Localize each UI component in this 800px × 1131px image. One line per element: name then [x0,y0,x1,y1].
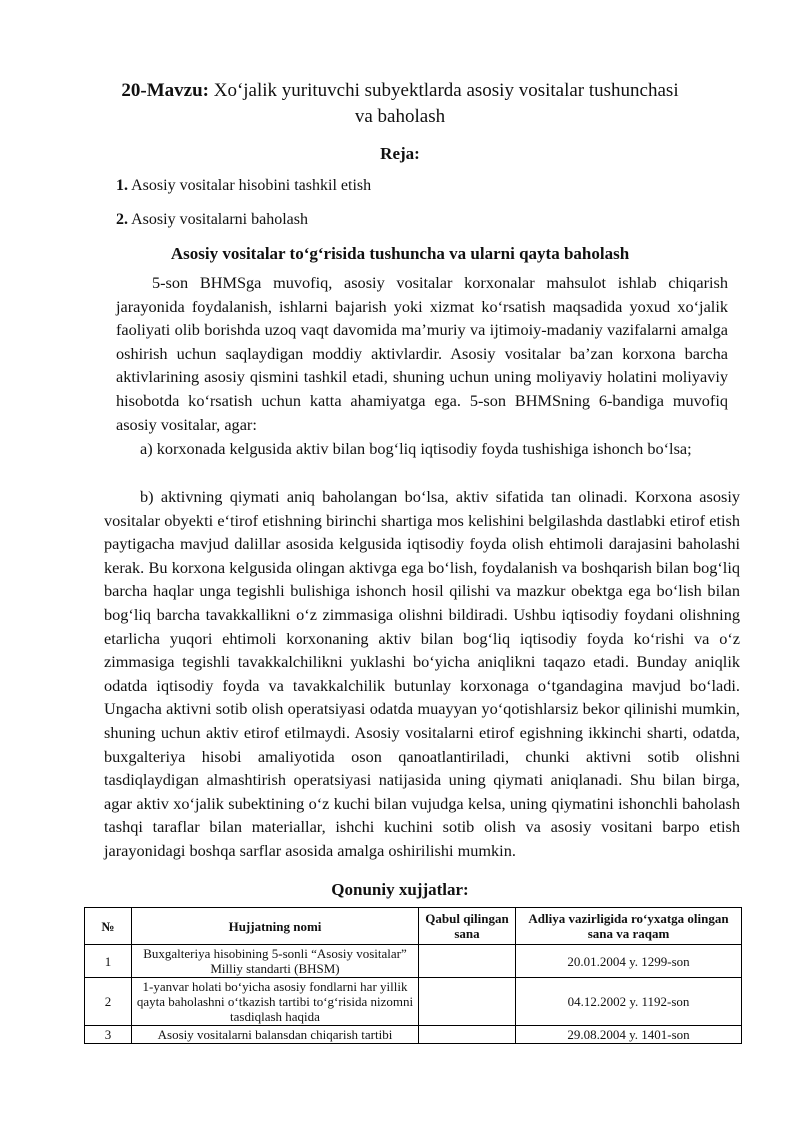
cell-registered: 04.12.2002 y. 1192-son [516,978,742,1026]
plan-item-number: 1. [116,177,128,194]
page-title [120,78,680,130]
cell-number: 1 [85,945,132,978]
laws-heading: Qonuniy xujjatlar: [331,880,469,899]
body-paragraph: a) korxonada kelgusida aktiv bilan bogʻliq iqtisodiy foyda tushishiga ishonch boʻlsa; [140,439,692,458]
column-header-number: № [85,908,132,945]
cell-name: Buxgalteriya hisobining 5-sonli “Asosiy vositalar” Milliy standarti (BHSM) [132,945,419,978]
plan-item-text: Asosiy vositalarni baholash [131,211,308,228]
column-header-name: Hujjatning nomi [132,908,419,945]
cell-accepted [419,945,516,978]
body-paragraph: b) aktivning qiymati aniq baholangan boʻlsa, aktiv sifatida tan olinadi. Korxona asosiy vositalar obyekti eʻtirof etishning birinchi shartiga mos kelishini belgilashda dastlabki etirof etish paytigacha mavjud dalillar asosida kelgusida iqtisodiy foyda olish ehtimoli darajasini baholashi kerak. Bu korxona kelgusida olingan aktivga ega boʻlish, foydalanish va boshqarish bilan bogʻliq barcha haqlar unga tegishli bulishiga ishonch hosil qilishi va mazkur obektga ega boʻlish bilan bogʻliq barcha tavakkallikni oʻz zimmasiga olishni bildiradi. Ushbu iqtisodiy foydani olishning etarlicha yuqori ehtimoli korxonaning aktiv bilan bogʻliq iqtisodiy foyda koʻrishi va oʻz zimmasiga tegishli tavakkalchilikni yuklashi boʻyicha aniqlikni taqazo etadi. Bunday aniqlik odatda iqtisodiy foyda va tavakkalchilik butunlay korxonaga oʻtgandagina mavjud boʻladi. Ungacha aktivni sotib olish operatsiyasi odatda muayyan yoʻqotishlarsiz bekor qilinishi mumkin, shuning uchun aktiv etirof etilmaydi. Asosiy vositalarni etirof egishning ikkinchi sharti, odatda, buxgalteriya hisobi amaliyotida oson qanoatlantiriladi, chunki aktivni sotib olishni tasdiqlaydigan almashtirish operatsiyasi natijasida uning qiymati aniqlanadi. Shu bilan birga, agar aktiv xoʻjalik subektining oʻz kuchi bilan vujudga kelsa, uning qiymatini ishonchli baholash tashqi taraflar bilan materiallar, ishchi kuchini sotib olish va asosiy vositani barpo etish jarayonidagi boshqa sarflar asosida amalga oshirilishi mumkin. [104,487,740,860]
cell-accepted [419,978,516,1026]
plan-item [116,177,371,195]
plan-heading: Reja: [380,144,420,163]
table-row [85,978,742,1026]
title-prefix: 20-Mavzu: [121,80,209,101]
table-row [85,1026,742,1044]
cell-number: 3 [85,1026,132,1044]
plan-item-text: Asosiy vositalar hisobini tashkil etish [131,177,372,194]
cell-registered: 29.08.2004 y. 1401-son [516,1026,742,1044]
column-header-registered: Adliya vazirligida roʻyxatga olingan sana va raqam [516,908,742,945]
cell-registered: 20.01.2004 y. 1299-son [516,945,742,978]
column-header-accepted: Qabul qilingan sana [419,908,516,945]
body-paragraph: 5-son BHMSga muvofiq, asosiy vositalar korxonalar mahsulot ishlab chiqarish jarayonida foydalanish, ishlarni bajarish yoki xizmat koʻrsatish maqsadida yoxud xoʻjalik faoliyati olib borishda uzoq vaqt davomida maʼmuriy va ijtimoiy-madaniy vazifalarni amalga oshirish uchun saqlaydigan moddiy aktivlardir. Asosiy vositalar baʼzan korxona barcha aktivlarining asosiy qismini tashkil etadi, shuning uchun uning moliyaviy holatini moliyaviy hisobotda koʻrsatish uchun katta ahamiyatga ega. 5-son BHMSning 6-bandiga muvofiq asosiy vositalar, agar: [116,273,728,434]
plan-item [116,211,308,229]
cell-accepted [419,1026,516,1044]
cell-name: 1-yanvar holati boʻyicha asosiy fondlarni har yillik qayta baholashni oʻtkazish tartibi toʻgʻrisida nizomni tasdiqlash haqida [132,978,419,1026]
cell-name: Asosiy vositalarni balansdan chiqarish tartibi [132,1026,419,1044]
section-heading: Asosiy vositalar toʻgʻrisida tushuncha va ularni qayta baholash [170,244,630,263]
plan-item-number: 2. [116,211,128,228]
table-header-row [85,908,742,945]
laws-table [84,907,742,1044]
table-row [85,945,742,978]
cell-number: 2 [85,978,132,1026]
title-text: Xoʻjalik yurituvchi subyektlarda asosiy vositalar tushunchasi va baholash [213,80,679,127]
